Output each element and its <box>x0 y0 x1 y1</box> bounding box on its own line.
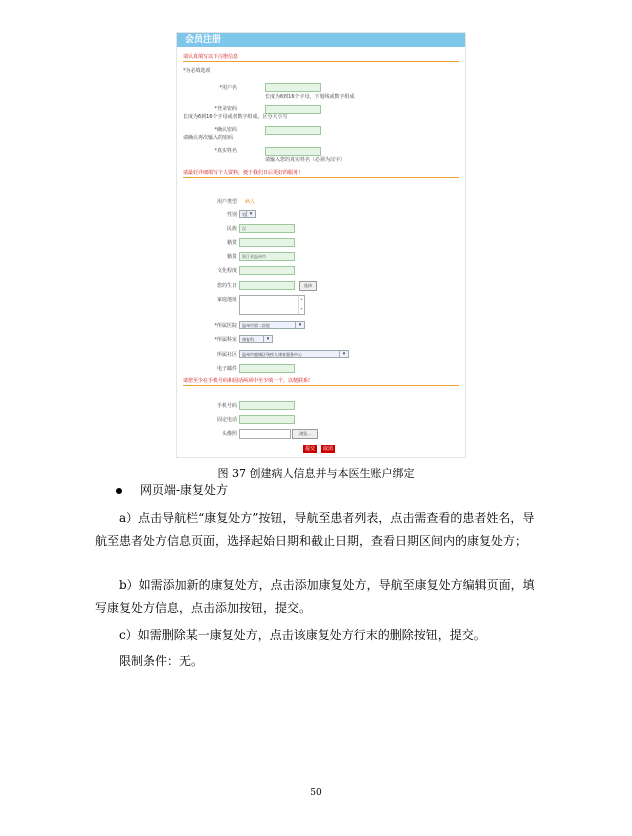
birthday-input[interactable] <box>239 281 295 290</box>
scrollbar[interactable]: ▴ ▾ <box>298 296 304 314</box>
tel-label: 固定电话 <box>216 417 237 423</box>
education-input[interactable] <box>239 266 295 275</box>
chevron-down-icon: ▾ <box>246 211 255 217</box>
registration-form-screenshot <box>176 32 466 458</box>
doctor-label: *所属科室 <box>214 337 237 343</box>
birthday-label: 您的生日 <box>216 283 237 289</box>
username-label: *用户名 <box>219 85 237 91</box>
ethnicity-input[interactable]: 汉 <box>239 224 295 233</box>
required-note: *为必填选项 <box>183 68 211 74</box>
address-textarea[interactable] <box>239 295 305 315</box>
birthplace-label: 籍贯 <box>226 254 237 260</box>
chevron-down-icon: ▾ <box>263 336 272 342</box>
doctor-select[interactable]: 康复科 ▾ <box>239 335 273 343</box>
gender-label: 性别 <box>226 212 237 218</box>
avatar-label: 头像照 <box>221 431 237 437</box>
section-title: 网页端-康复处方 <box>140 483 229 497</box>
chevron-down-icon: ▾ <box>295 322 304 328</box>
username-input[interactable] <box>265 83 321 92</box>
paragraph-c: c）如需删除某一康复处方，点击该康复处方行末的删除按钮，提交。 <box>119 628 486 642</box>
community-select[interactable]: 温州市鹿城区残疾人康复服务中心 ▾ <box>239 350 349 358</box>
avatar-file-input[interactable] <box>239 429 291 439</box>
confirm-password-hint: 请确认再次输入的密码 <box>183 135 234 141</box>
page-number: 50 <box>310 788 322 798</box>
address-label: 家庭地址 <box>216 297 237 303</box>
education-label: 文化程度 <box>216 268 237 274</box>
bullet-icon <box>116 488 122 494</box>
browse-button[interactable]: 浏览... <box>292 429 318 439</box>
section-header-required: 请认真填写以下注册信息 <box>183 53 459 62</box>
confirm-password-label: *确认密码 <box>214 127 237 133</box>
limit-text: 限制条件：无。 <box>119 654 204 668</box>
user-type-label: 用户类型 <box>216 199 237 205</box>
password-hint: 长度为6到16个字母或者数字组成，区分大小写 <box>183 114 288 120</box>
email-input[interactable] <box>239 364 295 373</box>
gender-select[interactable]: 男 ▾ <box>239 210 256 218</box>
real-name-input[interactable] <box>265 147 321 156</box>
paragraph-a: a）点击导航栏“康复处方”按钮，导航至患者列表，点击需查看的患者姓名，导航至患者处方信息页面，选择起始日期和截止日期，查看日期区间内的康复处方； <box>95 511 535 548</box>
real-name-hint: 请输入您的真实姓名（必须为汉字） <box>265 157 346 163</box>
ethnicity-label: 民族 <box>226 226 237 232</box>
paragraph-b: b）如需添加新的康复处方，点击添加康复处方，导航至康复处方编辑页面，填写康复处方信息，点击添加按钮，提交。 <box>95 578 535 615</box>
user-type-value: 病人 <box>245 199 256 205</box>
real-name-label: *真实姓名 <box>214 148 237 154</box>
birthday-select-button[interactable]: 选择 <box>299 281 317 291</box>
native-label: 籍贯 <box>226 240 237 246</box>
hospital-select[interactable]: 温州市第二医院 ▾ <box>239 321 305 329</box>
tel-input[interactable] <box>239 415 295 424</box>
chevron-down-icon: ▾ <box>339 351 348 357</box>
native-input[interactable] <box>239 238 295 247</box>
birthplace-input[interactable]: 浙江省温州市 <box>239 252 295 261</box>
phone-input[interactable] <box>239 401 295 410</box>
figure-caption: 图 37 创建病人信息并与本医生账户绑定 <box>217 467 415 480</box>
email-label: 电子邮件 <box>216 366 237 372</box>
section-header-personal: 请最好详细填写个人资料，便于我们日后更好的服务！ <box>183 169 459 178</box>
community-label: 所属社区 <box>216 352 237 358</box>
hospital-label: *所属医院 <box>214 323 237 329</box>
section-header-contact: 请您至少在手机号码和固话两项中至少填一个，以便联系! <box>183 377 459 386</box>
submit-button[interactable]: 提交 <box>304 446 315 452</box>
form-title: 会员注册 <box>177 33 466 47</box>
confirm-password-input[interactable] <box>265 126 321 135</box>
phone-label: 手机号码 <box>216 403 237 409</box>
password-label: *登录密码 <box>214 106 237 112</box>
cancel-button[interactable]: 取消 <box>322 446 333 452</box>
username-hint: 长度为6到16个字母、下划线或数字组成 <box>265 94 355 100</box>
